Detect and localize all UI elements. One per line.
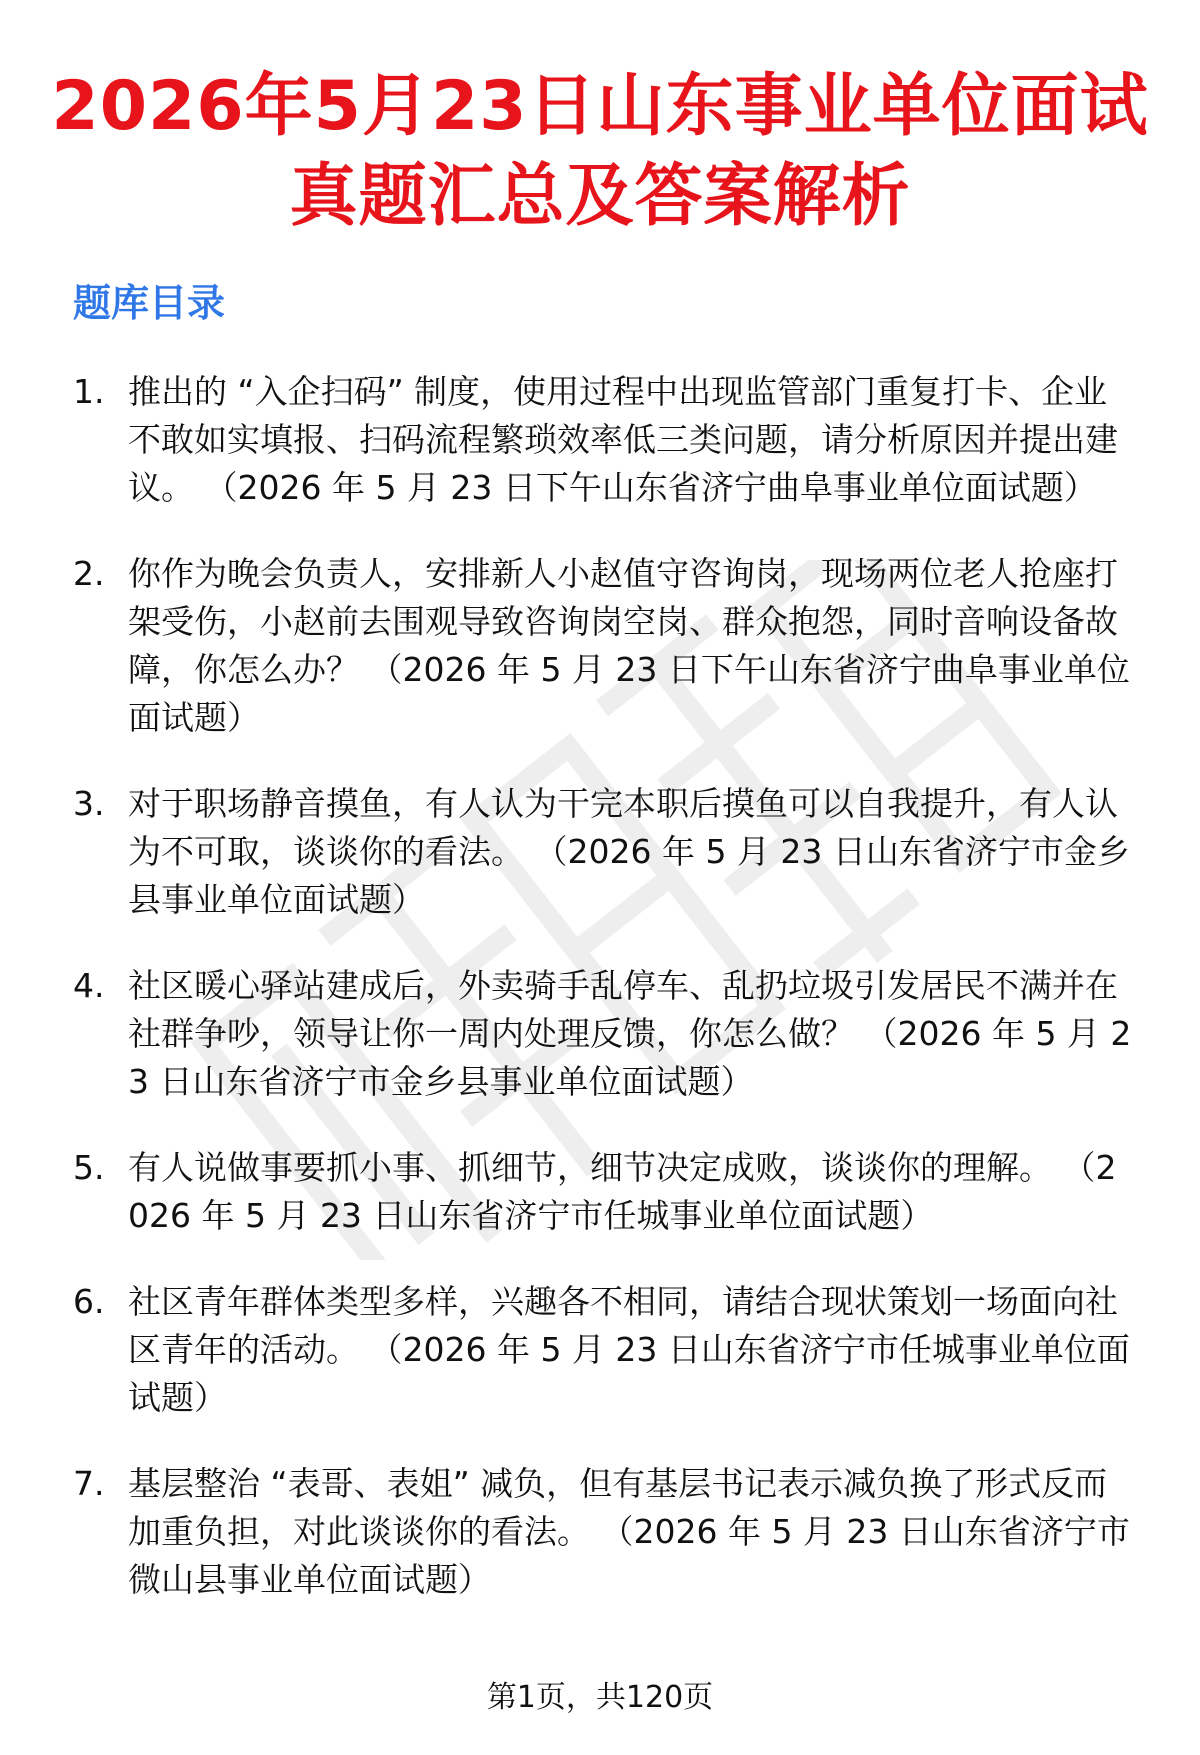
page-title — [0, 62, 1200, 242]
question-item — [73, 1278, 1133, 1422]
question-list — [73, 368, 1133, 1642]
question-text: 对于职场静音摸鱼，有人认为干完本职后摸鱼可以自我提升，有人认为不可取，谈谈你的看法。 （2026 年 5 月 23 日山东省济宁市金乡县事业单位面试题） — [128, 784, 1130, 919]
question-number: 4. — [73, 966, 105, 1005]
page-footer: 第1页，共120页 — [486, 1680, 714, 1715]
question-number: 2. — [73, 554, 105, 593]
question-number: 7. — [73, 1464, 105, 1503]
question-item — [73, 550, 1133, 742]
question-text: 社区暖心驿站建成后，外卖骑手乱停车、乱扔垃圾引发居民不满并在社群争吵，领导让你一周内处理反馈，你怎么做？ （2026 年 5 月 23 日山东省济宁市金乡县事业单位面试题） — [128, 966, 1132, 1101]
question-number: 1. — [73, 372, 105, 411]
question-text: 基层整治 “表哥、表姐” 减负，但有基层书记表示减负换了形式反而加重负担，对此谈谈你的看法。 （2026 年 5 月 23 日山东省济宁市微山县事业单位面试题） — [128, 1464, 1130, 1599]
question-item — [73, 780, 1133, 924]
question-text: 你作为晚会负责人，安排新人小赵值守咨询岗，现场两位老人抢座打架受伤，小赵前去围观导致咨询岗空岗、群众抱怨，同时音响设备故障，你怎么办？ （2026 年 5 月 23 日下午山东省济宁曲阜事业单位面试题） — [128, 554, 1130, 737]
page-title-line-2: 真题汇总及答案解析 — [289, 157, 911, 236]
question-item — [73, 1460, 1133, 1604]
question-number: 3. — [73, 784, 105, 823]
question-text: 推出的 “入企扫码” 制度，使用过程中出现监管部门重复打卡、企业不敢如实填报、扫码流程繁琐效率低三类问题，请分析原因并提出建议。 （2026 年 5 月 23 日下午山东省济宁曲阜事业单位面试题） — [128, 372, 1118, 507]
toc-heading: 题库目录 — [73, 281, 226, 325]
question-item — [73, 1144, 1133, 1240]
question-item — [73, 962, 1133, 1106]
question-number: 5. — [73, 1148, 105, 1187]
question-number: 6. — [73, 1282, 105, 1321]
page-title-line-1: 2026年5月23日山东事业单位面试 — [51, 67, 1149, 146]
question-item — [73, 368, 1133, 512]
question-text: 社区青年群体类型多样，兴趣各不相同，请结合现状策划一场面向社区青年的活动。 （2026 年 5 月 23 日山东省济宁市任城事业单位面试题） — [128, 1282, 1130, 1417]
question-text: 有人说做事要抓小事、抓细节，细节决定成败，谈谈你的理解。 （2026 年 5 月 23 日山东省济宁市任城事业单位面试题） — [128, 1148, 1117, 1235]
